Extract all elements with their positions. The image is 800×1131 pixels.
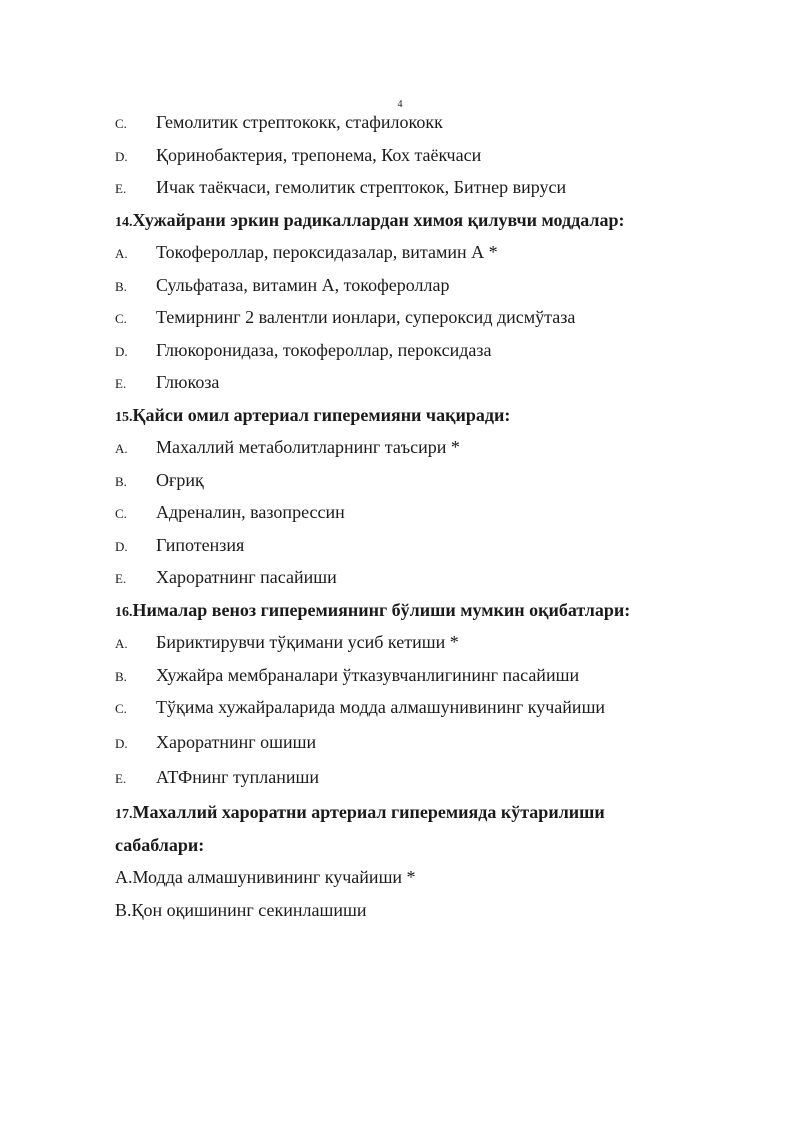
option-letter: E. [115,571,127,586]
option-text: Глюкоза [156,372,220,392]
question-heading [115,210,735,243]
option-text: Тўқима хужайраларида модда алмашунивининг кучайиши [156,697,606,717]
option-text: Гемолитик стрептококк, стафилококк [156,112,443,132]
list-item [115,900,735,933]
list-item [115,502,735,535]
option-letter: B. [115,278,127,294]
option-letter: E. [115,376,127,391]
list-item [115,340,735,373]
list-item [115,665,735,698]
list-item [115,567,735,600]
option-text: В.Қон оқишининг секинлашиши [115,899,367,920]
option-text: Токофероллар, пероксидазалар, витамин А * [156,242,498,262]
list-item [115,697,735,732]
option-text: Гипотензия [156,534,245,555]
question-text: Хужайрани эркин радикаллардан химоя қилувчи моддалар: [132,209,625,230]
option-text: Сульфатаза, витамин А, токофероллар [156,274,450,295]
option-text: АТФнинг тупланиши [156,767,320,787]
list-item [115,437,735,470]
option-text: Харoратнинг ошиши [156,732,317,752]
question-text: Нималар веноз гиперемиянинг бўлиши мумкин оқибатлари: [132,599,631,620]
list-item [115,112,735,145]
list-item [115,275,735,308]
option-text: А.Модда алмашунивининг кучайиши * [115,867,416,887]
option-text: Хароратнинг пасайиши [156,567,337,587]
list-item [115,242,735,275]
option-letter: C. [115,311,127,326]
question-text: сабаблари: [115,834,205,855]
option-text: Ичак таёкчаси, гемолитик стрептокок, Битнер вируси [156,177,567,197]
option-letter: C. [115,506,127,521]
option-text: Темирнинг 2 валентли ионлари, супероксид дисмўтаза [156,307,576,327]
list-item [115,307,735,340]
page-number: 4 [397,99,403,110]
list-item [115,177,735,210]
option-letter: B. [115,668,127,684]
option-letter: C. [115,701,127,716]
question-heading [115,405,735,438]
option-letter: B. [115,473,127,489]
question-heading-continued [115,835,735,868]
list-item [115,372,735,405]
list-item [115,632,735,665]
option-letter: D. [115,736,128,751]
list-item [115,732,735,767]
option-text: Глюкоронидаза, токофероллар, пероксидаза [156,339,492,360]
option-text: Махаллий метаболитларнинг таъсири * [156,437,460,457]
question-number: 14. [115,214,133,230]
option-letter: E. [115,181,127,196]
option-text: Оғриқ [156,469,204,490]
option-letter: D. [115,538,128,554]
option-letter: A. [115,636,128,651]
question-text: Қайси омил артериал гиперемияни чақиради: [132,404,511,425]
option-letter: E. [115,771,127,786]
option-letter: C. [115,116,127,131]
list-item [115,470,735,503]
question-number: 15. [115,409,133,425]
option-text: Хужайра мембраналари ўтказувчанлигининг пасайиши [156,664,580,685]
list-item [115,535,735,568]
option-letter: A. [115,441,128,456]
list-item [115,867,735,900]
question-number: 17. [115,807,133,822]
option-text: Адреналин, вазопрессин [156,502,345,522]
test-content [115,112,735,932]
option-text: Қоринобактерия, трепонема, Кох таёкчаси [156,144,482,165]
option-letter: D. [115,148,128,164]
list-item [115,145,735,178]
question-text: Махаллий хароратни артериал гиперемияда кўтарилиши [132,802,605,822]
question-heading [115,802,735,835]
list-item [115,767,735,802]
option-letter: D. [115,343,128,359]
option-text: Бириктирувчи тўқимани усиб кетиши * [156,632,459,652]
option-letter: A. [115,246,128,261]
question-heading [115,600,735,633]
question-number: 16. [115,604,133,620]
